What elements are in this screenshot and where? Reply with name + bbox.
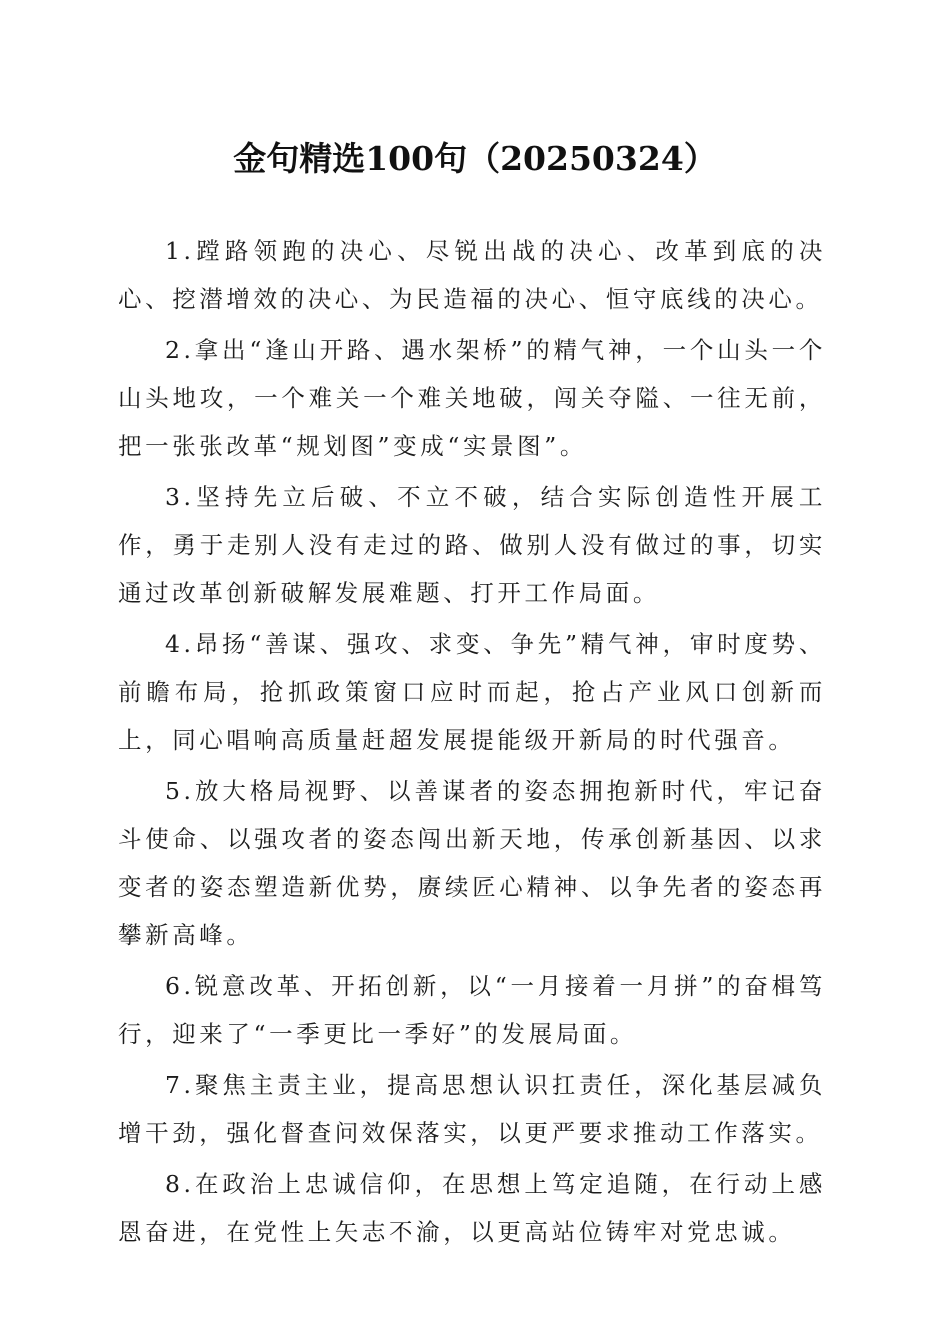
document-title: 金句精选100句（20250324） xyxy=(233,139,717,178)
document-body xyxy=(118,227,826,1259)
paragraph-7: 7.聚焦主责主业，提高思想认识扛责任，深化基层减负增干劲，强化督查问效保落实，以更严要求推动工作落实。 xyxy=(118,1071,826,1147)
paragraph-6: 6.锐意改革、开拓创新，以“一月接着一月拼”的奋楫笃行，迎来了“一季更比一季好”的发展局面。 xyxy=(118,972,826,1048)
paragraph-4: 4.昂扬“善谋、强攻、求变、争先”精气神，审时度势、前瞻布局，抢抓政策窗口应时而起，抢占产业风口创新而上，同心唱响高质量赶超发展提能级开新局的时代强音。 xyxy=(118,630,826,754)
paragraph-1: 1.蹚路领跑的决心、尽锐出战的决心、改革到底的决心、挖潜增效的决心、为民造福的决心、恒守底线的决心。 xyxy=(118,237,826,313)
paragraph-5: 5.放大格局视野、以善谋者的姿态拥抱新时代，牢记奋斗使命、以强攻者的姿态闯出新天地，传承创新基因、以求变者的姿态塑造新优势，赓续匠心精神、以争先者的姿态再攀新高峰。 xyxy=(118,777,826,949)
paragraph-3: 3.坚持先立后破、不立不破，结合实际创造性开展工作，勇于走别人没有走过的路、做别人没有做过的事，切实通过改革创新破解发展难题、打开工作局面。 xyxy=(118,483,826,607)
paragraph-2: 2.拿出“逢山开路、遇水架桥”的精气神，一个山头一个山头地攻，一个难关一个难关地破，闯关夺隘、一往无前，把一张张改革“规划图”变成“实景图”。 xyxy=(118,336,826,460)
paragraph-8: 8.在政治上忠诚信仰，在思想上笃定追随，在行动上感恩奋进，在党性上矢志不渝，以更高站位铸牢对党忠诚。 xyxy=(118,1170,826,1246)
